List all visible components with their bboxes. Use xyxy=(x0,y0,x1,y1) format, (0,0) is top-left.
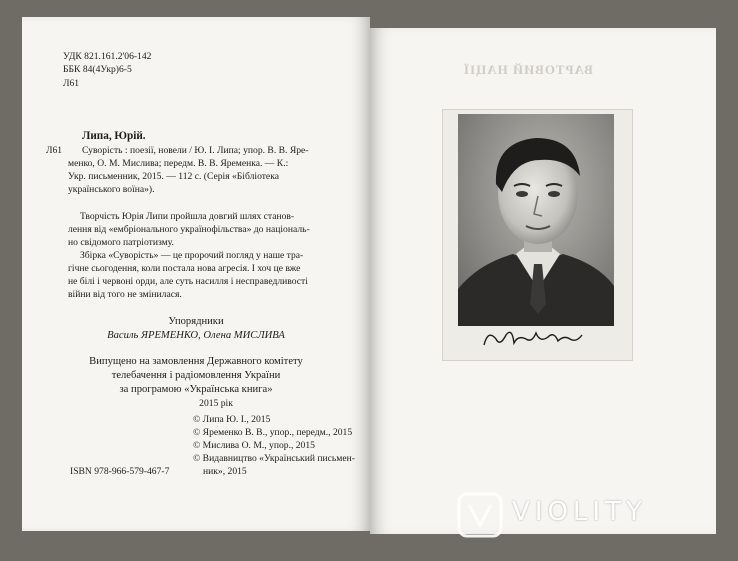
author-mark-side: Л61 xyxy=(46,145,63,156)
order-line: Випущено на замовлення Державного комітету xyxy=(89,356,303,367)
isbn: ISBN 978-966-579-467-7 xyxy=(70,466,170,477)
annotation-line: не білі і червоні орди, але суть насилля і несправедливості xyxy=(68,276,308,287)
bbk-code: ББК 84(4Укр)6-5 xyxy=(63,64,132,75)
copyright-line: © Липа Ю. І., 2015 xyxy=(193,414,271,425)
annotation-line: війни від того не змінилася. xyxy=(68,289,182,300)
annotation-line: лення від «ембріонального українофільства» до національ- xyxy=(68,224,310,235)
order-line: телебачення і радіомовлення України xyxy=(111,370,281,381)
desc-line: українського воїна»). xyxy=(68,184,155,195)
watermark-logo-icon xyxy=(456,491,504,539)
copyright-line: © Яременко В. В., упор., передм., 2015 xyxy=(193,427,353,438)
copyright-line: © Мислива О. М., упор., 2015 xyxy=(193,440,315,451)
desc-line: менко, О. М. Мислива; передм. В. В. Яременка. — К.: xyxy=(68,158,289,169)
portrait-photo xyxy=(458,114,614,326)
watermark xyxy=(456,491,726,541)
compilers-title: Упорядники xyxy=(168,316,224,327)
author-name: Липа, Юрій. xyxy=(82,130,146,142)
order-line: за програмою «Українська книга» xyxy=(119,384,273,395)
copyright-line: © Видавництво «Український письмен- xyxy=(193,453,355,464)
portrait-image xyxy=(458,114,614,326)
annotation-line: Збірка «Суворість» — це пророчий погляд у наше тра- xyxy=(80,250,304,261)
annotation-line: но свідомого патріотизму. xyxy=(68,237,174,248)
watermark-text: VIOLITY xyxy=(512,497,647,527)
publication-year: 2015 рік xyxy=(199,398,233,409)
copyright-line: ник», 2015 xyxy=(203,466,247,477)
compilers-names: Василь ЯРЕМЕНКО, Олена МИСЛИВА xyxy=(107,330,285,341)
signature-image xyxy=(478,325,588,353)
annotation-line: Творчість Юрія Липи пройшла довгий шлях станов- xyxy=(80,211,295,222)
udk-code: УДК 821.161.2'06-142 xyxy=(63,51,152,62)
annotation-line: гічне сьогодення, коли постала нова агресія. І хоч це вже xyxy=(68,263,301,274)
author-mark-top: Л61 xyxy=(63,78,80,89)
bleed-through-title: ВАРТОВИЙ НАЦІЇ xyxy=(463,62,593,77)
desc-line: Укр. письменник, 2015. — 112 с. (Серія «Бібліотека xyxy=(68,171,279,182)
signature xyxy=(478,325,588,353)
desc-line: Суворість : поезії, новели / Ю. І. Липа; упор. В. В. Яре- xyxy=(82,145,309,156)
